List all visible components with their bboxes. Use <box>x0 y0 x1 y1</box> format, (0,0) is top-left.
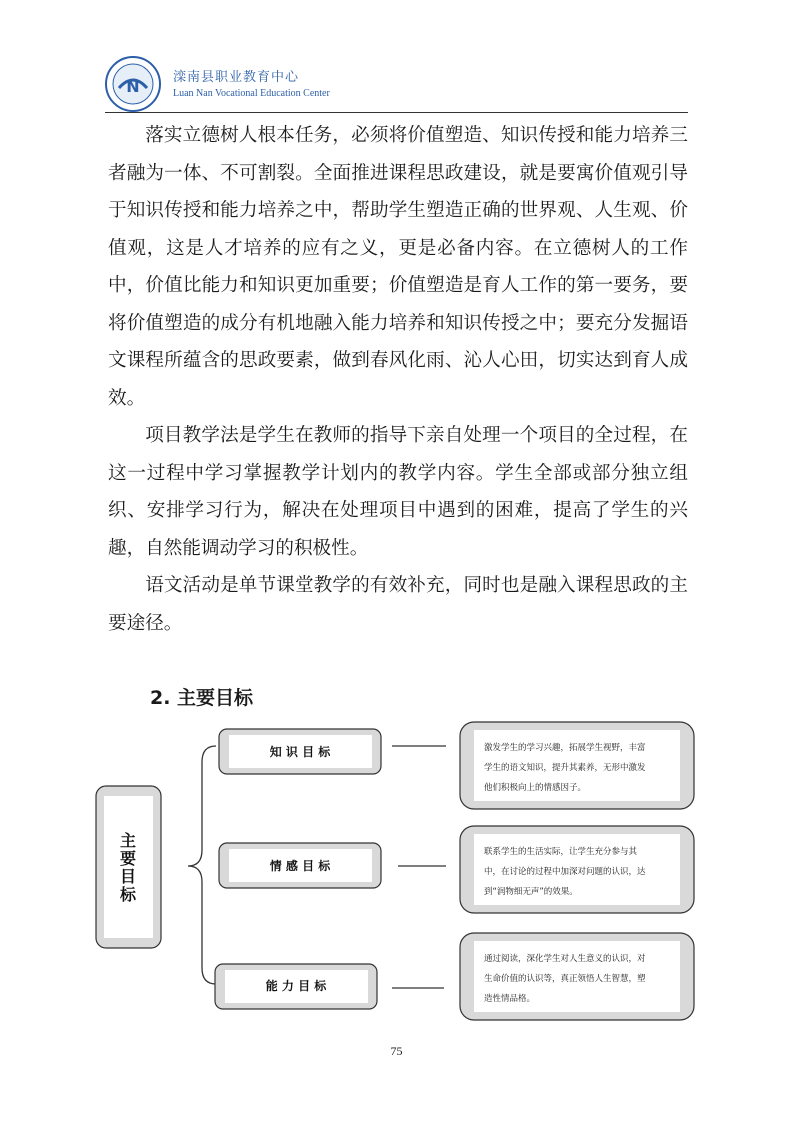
knowledge-desc-line: 学生的语文知识，提升其素养，无形中激发 <box>484 763 646 773</box>
main-goal-char: 目 <box>119 867 137 886</box>
emotion-goal-label: 情 感 目 标 <box>269 859 331 873</box>
main-goal-char: 要 <box>119 849 137 868</box>
ability-goal-label: 能 力 目 标 <box>265 979 327 993</box>
svg-text:N: N <box>126 77 140 96</box>
org-name-en: Luan Nan Vocational Education Center <box>173 88 330 99</box>
emotion-desc-line: 中，在讨论的过程中加深对问题的认识，达 <box>484 867 646 877</box>
section-heading: 2. 主要目标 <box>150 687 254 709</box>
org-name-cn: 滦南县职业教育中心 <box>173 70 300 85</box>
ability-desc-line: 造性情品格。 <box>484 994 536 1004</box>
paragraph: 语文活动是单节课堂教学的有效补充，同时也是融入课程思政的主要途径。 <box>108 575 688 634</box>
page-number: 75 <box>390 1044 403 1058</box>
main-goal-char: 主 <box>119 831 137 850</box>
paragraph: 项目教学法是学生在教师的指导下亲自处理一个项目的全过程，在这一过程中学习掌握教学计划内的教学内容。学生全部或部分独立组织、安排学习行为，解决在处理项目中遇到的困难，提高了学生的兴趣，自然能调动学习的积极性。 <box>108 425 688 559</box>
knowledge-desc-line: 激发学生的学习兴趣，拓展学生视野，丰富 <box>484 743 646 753</box>
ability-desc-line: 通过阅读，深化学生对人生意义的认识，对 <box>484 954 646 964</box>
emotion-desc-line: 联系学生的生活实际，让学生充分参与其 <box>484 847 638 857</box>
knowledge-goal-label: 知 识 目 标 <box>269 745 331 759</box>
emotion-desc-line: 到“润物细无声”的效果。 <box>484 887 578 897</box>
paragraph: 落实立德树人根本任务，必须将价值塑造、知识传授和能力培养三者融为一体、不可割裂。全面推进课程思政建设，就是要寓价值观引导于知识传授和能力培养之中，帮助学生塑造正确的世界观、人生观、价值观，这是人才培养的应有之义，更是必备内容。在立德树人的工作中，价值比能力和知识更加重要；价值塑造是育人工作的第一要务，要将价值塑造的成分有机地融入能力培养和知识传授之中；要充分发掘语文课程所蕴含的思政要素，做到春风化雨、沁人心田，切实达到育人成效。 <box>108 125 688 409</box>
bracket-connector <box>188 746 216 984</box>
main-goal-char: 标 <box>119 885 137 904</box>
ability-desc-line: 生命价值的认识等，真正领悟人生智慧，塑 <box>484 974 646 984</box>
knowledge-desc-line: 他们积极向上的情感因子。 <box>484 783 587 793</box>
